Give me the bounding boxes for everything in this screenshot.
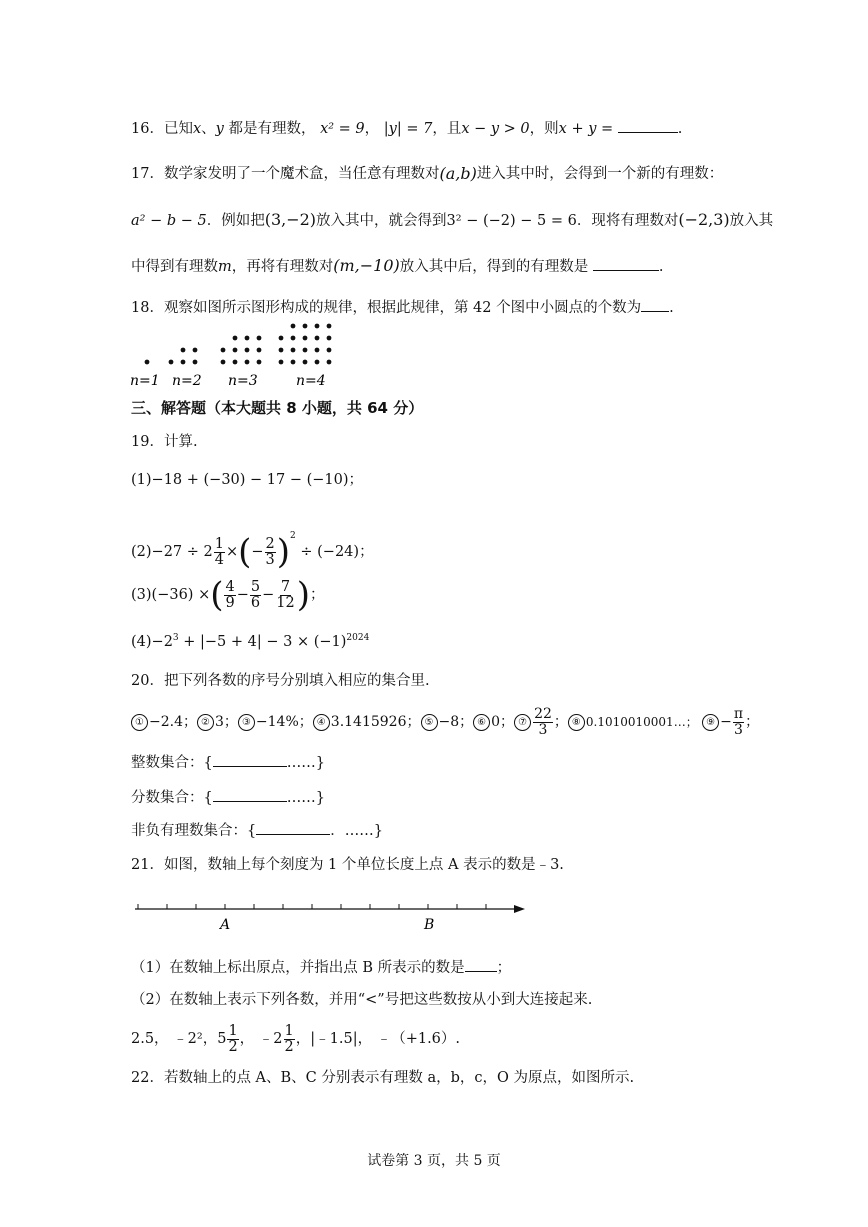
equation: x + y = — [558, 121, 614, 137]
math: (3,−2) — [264, 210, 317, 229]
q17-line-3 — [131, 256, 663, 277]
circled-number: ⑧ — [568, 714, 585, 731]
equation: x − y > 0 — [461, 121, 530, 137]
text: 进入其中时，会得到一个新的有理数： — [476, 166, 724, 182]
q20-set-nonneg — [131, 820, 383, 841]
math: ， ﹣2 — [239, 1031, 283, 1047]
answer-blank[interactable] — [641, 297, 669, 312]
exponent: 3 — [172, 633, 179, 643]
value: 3； — [215, 714, 238, 730]
text: 放入其 — [729, 213, 774, 229]
paren: ) — [276, 532, 291, 572]
text: 放入其中，就会得到 — [316, 213, 447, 229]
text: ．现将有理数对 — [576, 213, 679, 229]
dots-n2 — [169, 348, 198, 365]
text: . — [669, 300, 674, 316]
dots-n1 — [145, 360, 150, 365]
q20-title: 20．把下列各数的序号分别填入相应的集合里. — [131, 673, 430, 689]
text: 17．数学家发明了一个魔术盒，当任意有理数对 — [131, 166, 440, 182]
answer-blank[interactable] — [465, 957, 497, 972]
math: ，|﹣1.5|， ﹣（+1.6）. — [295, 1031, 461, 1047]
value: 0.1010010001…； — [585, 715, 698, 729]
math: a² − b − 5 — [131, 213, 207, 229]
circled-number: ⑥ — [473, 714, 490, 731]
math: (3)(−36) × — [131, 587, 211, 603]
math: ÷ (−24)； — [300, 544, 374, 560]
value: ； — [745, 714, 760, 730]
text: . — [658, 259, 664, 275]
paren: ( — [238, 532, 252, 572]
text: ．……} — [330, 823, 383, 839]
fraction: $\frac{1}{4}$ — [214, 535, 224, 568]
math: 2.5， ﹣2²，5 — [131, 1031, 227, 1047]
number-line — [130, 897, 530, 937]
dot-pattern-figure — [126, 318, 356, 390]
math: (−2,3) — [678, 210, 730, 229]
text: ， — [364, 121, 380, 137]
q21-numbers — [131, 1021, 460, 1057]
math: − — [251, 544, 264, 560]
math: (2)−27 ÷ 2 — [131, 544, 213, 560]
q16-line — [131, 118, 682, 139]
text: ，再将有理数对 — [231, 259, 334, 275]
q18-line — [131, 297, 674, 318]
value: − — [720, 714, 732, 730]
fraction: $\frac{1}{2}$ — [228, 1022, 238, 1055]
equation: x² = 9 — [320, 121, 365, 137]
set-label: 非负有理数集合：{ — [131, 823, 257, 839]
circled-number: ④ — [313, 714, 330, 731]
fraction: $\frac{1}{2}$ — [284, 1022, 294, 1055]
equation: |y| = 7 — [383, 121, 433, 137]
q19-part2 — [131, 518, 374, 570]
set-label: 分数集合：{ — [131, 790, 213, 806]
page-footer: 试卷第 3 页，共 5 页 — [367, 1153, 501, 1169]
value: 0； — [491, 714, 515, 730]
math: 3² − (−2) − 5 = 6 — [446, 213, 577, 229]
dots-n4 — [279, 324, 332, 365]
value: ； — [553, 714, 568, 730]
text: 、 — [201, 121, 216, 137]
paren: ( — [210, 575, 224, 615]
text: . — [677, 121, 683, 137]
fraction: $\frac{4}{9}$ — [225, 578, 235, 611]
q22-title: 22．若数轴上的点 A、B、C 分别表示有理数 a，b，c，O 为原点，如图所示. — [131, 1070, 635, 1086]
answer-blank[interactable] — [256, 820, 330, 835]
circled-number: ⑦ — [514, 714, 531, 731]
text: ……} — [286, 790, 325, 806]
circled-number: ⑤ — [421, 714, 438, 731]
circled-number: ① — [131, 714, 148, 731]
text: ，且 — [432, 121, 462, 137]
exponent: 2 — [290, 531, 296, 541]
q20-set-integer — [131, 752, 325, 773]
q21-part2: （2）在数轴上表示下列各数，并用“<”号把这些数按从小到大连接起来. — [131, 992, 593, 1008]
q20-numbers — [131, 704, 759, 740]
fraction: $\frac{2}{3}$ — [265, 535, 275, 568]
text: 已知 — [163, 121, 193, 137]
text: ……} — [286, 755, 325, 771]
dots-n3 — [221, 336, 262, 365]
ticks — [138, 904, 486, 909]
label-n2: n=2 — [172, 373, 202, 389]
label-n1: n=1 — [130, 373, 160, 389]
answer-blank[interactable] — [213, 787, 287, 802]
q17-line-1 — [131, 164, 723, 184]
q21-title: 21．如图，数轴上每个刻度为 1 个单位长度上点 A 表示的数是﹣3. — [131, 857, 564, 873]
math: (4)−2 — [131, 633, 173, 650]
set-label: 整数集合：{ — [131, 755, 213, 771]
math: (m,−10) — [333, 256, 400, 275]
q19-part1: (1)−18 + (−30) − 17 − (−10)； — [131, 472, 364, 488]
label-n4: n=4 — [296, 373, 326, 389]
var-x: x — [192, 121, 202, 137]
fraction: $\frac{\pi}{3}$ — [733, 705, 744, 738]
text: 放入其中后，得到的有理数是 — [399, 259, 589, 275]
q20-set-fraction — [131, 787, 325, 808]
paren: ) — [296, 575, 310, 615]
value: 3.1415926； — [330, 714, 421, 730]
fraction: $\frac{22}{3}$ — [534, 705, 552, 738]
q19-part3: (3)(−36) ×( $\frac{4}{9}$ − $\frac{5}{6}$ − $\frac{7}{12}$ )； — [131, 575, 325, 615]
section-title: 三、解答题（本大题共 8 小题，共 64 分） — [131, 399, 424, 417]
text: ．例如把 — [206, 213, 265, 229]
text: 中得到有理数 — [131, 259, 218, 275]
math: + |−5 + 4| − 3 × (−1) — [178, 633, 347, 650]
circled-number: ⑨ — [702, 714, 719, 731]
text: 都是有理数， — [228, 121, 316, 137]
text: ； — [496, 960, 512, 976]
fraction: $\frac{5}{6}$ — [250, 578, 261, 611]
var-y: y — [215, 121, 224, 137]
point-b-label: B — [424, 917, 435, 933]
q17-line-2 — [131, 210, 773, 231]
q21-part1 — [131, 957, 511, 978]
math: ； — [309, 587, 325, 603]
math: × — [225, 544, 239, 560]
fraction: $\frac{7}{12}$ — [276, 578, 295, 611]
answer-blank[interactable] — [593, 256, 659, 271]
math: (a,b) — [439, 164, 477, 183]
circled-number: ② — [197, 714, 214, 731]
exponent: 2024 — [346, 633, 370, 643]
text: 18．观察如图所示图形构成的规律，根据此规律，第 42 个图中小圆点的个数为 — [131, 300, 642, 316]
answer-blank[interactable] — [213, 752, 287, 767]
var-m: m — [218, 259, 232, 275]
circled-number: ③ — [238, 714, 255, 731]
q19-title: 19．计算. — [131, 434, 198, 450]
text: （1）在数轴上标出原点，并指出点 B 所表示的数是 — [131, 960, 465, 976]
point-a-label: A — [220, 917, 231, 933]
arrow-head — [514, 905, 525, 913]
value: −8； — [438, 714, 474, 730]
q19-part4 — [131, 628, 369, 652]
label-n3: n=3 — [228, 373, 258, 389]
value: −14%； — [255, 714, 313, 730]
answer-blank[interactable] — [618, 118, 678, 133]
text: ，则 — [529, 121, 559, 137]
value: −2.4； — [149, 714, 197, 730]
question-number: 16． — [131, 121, 164, 137]
